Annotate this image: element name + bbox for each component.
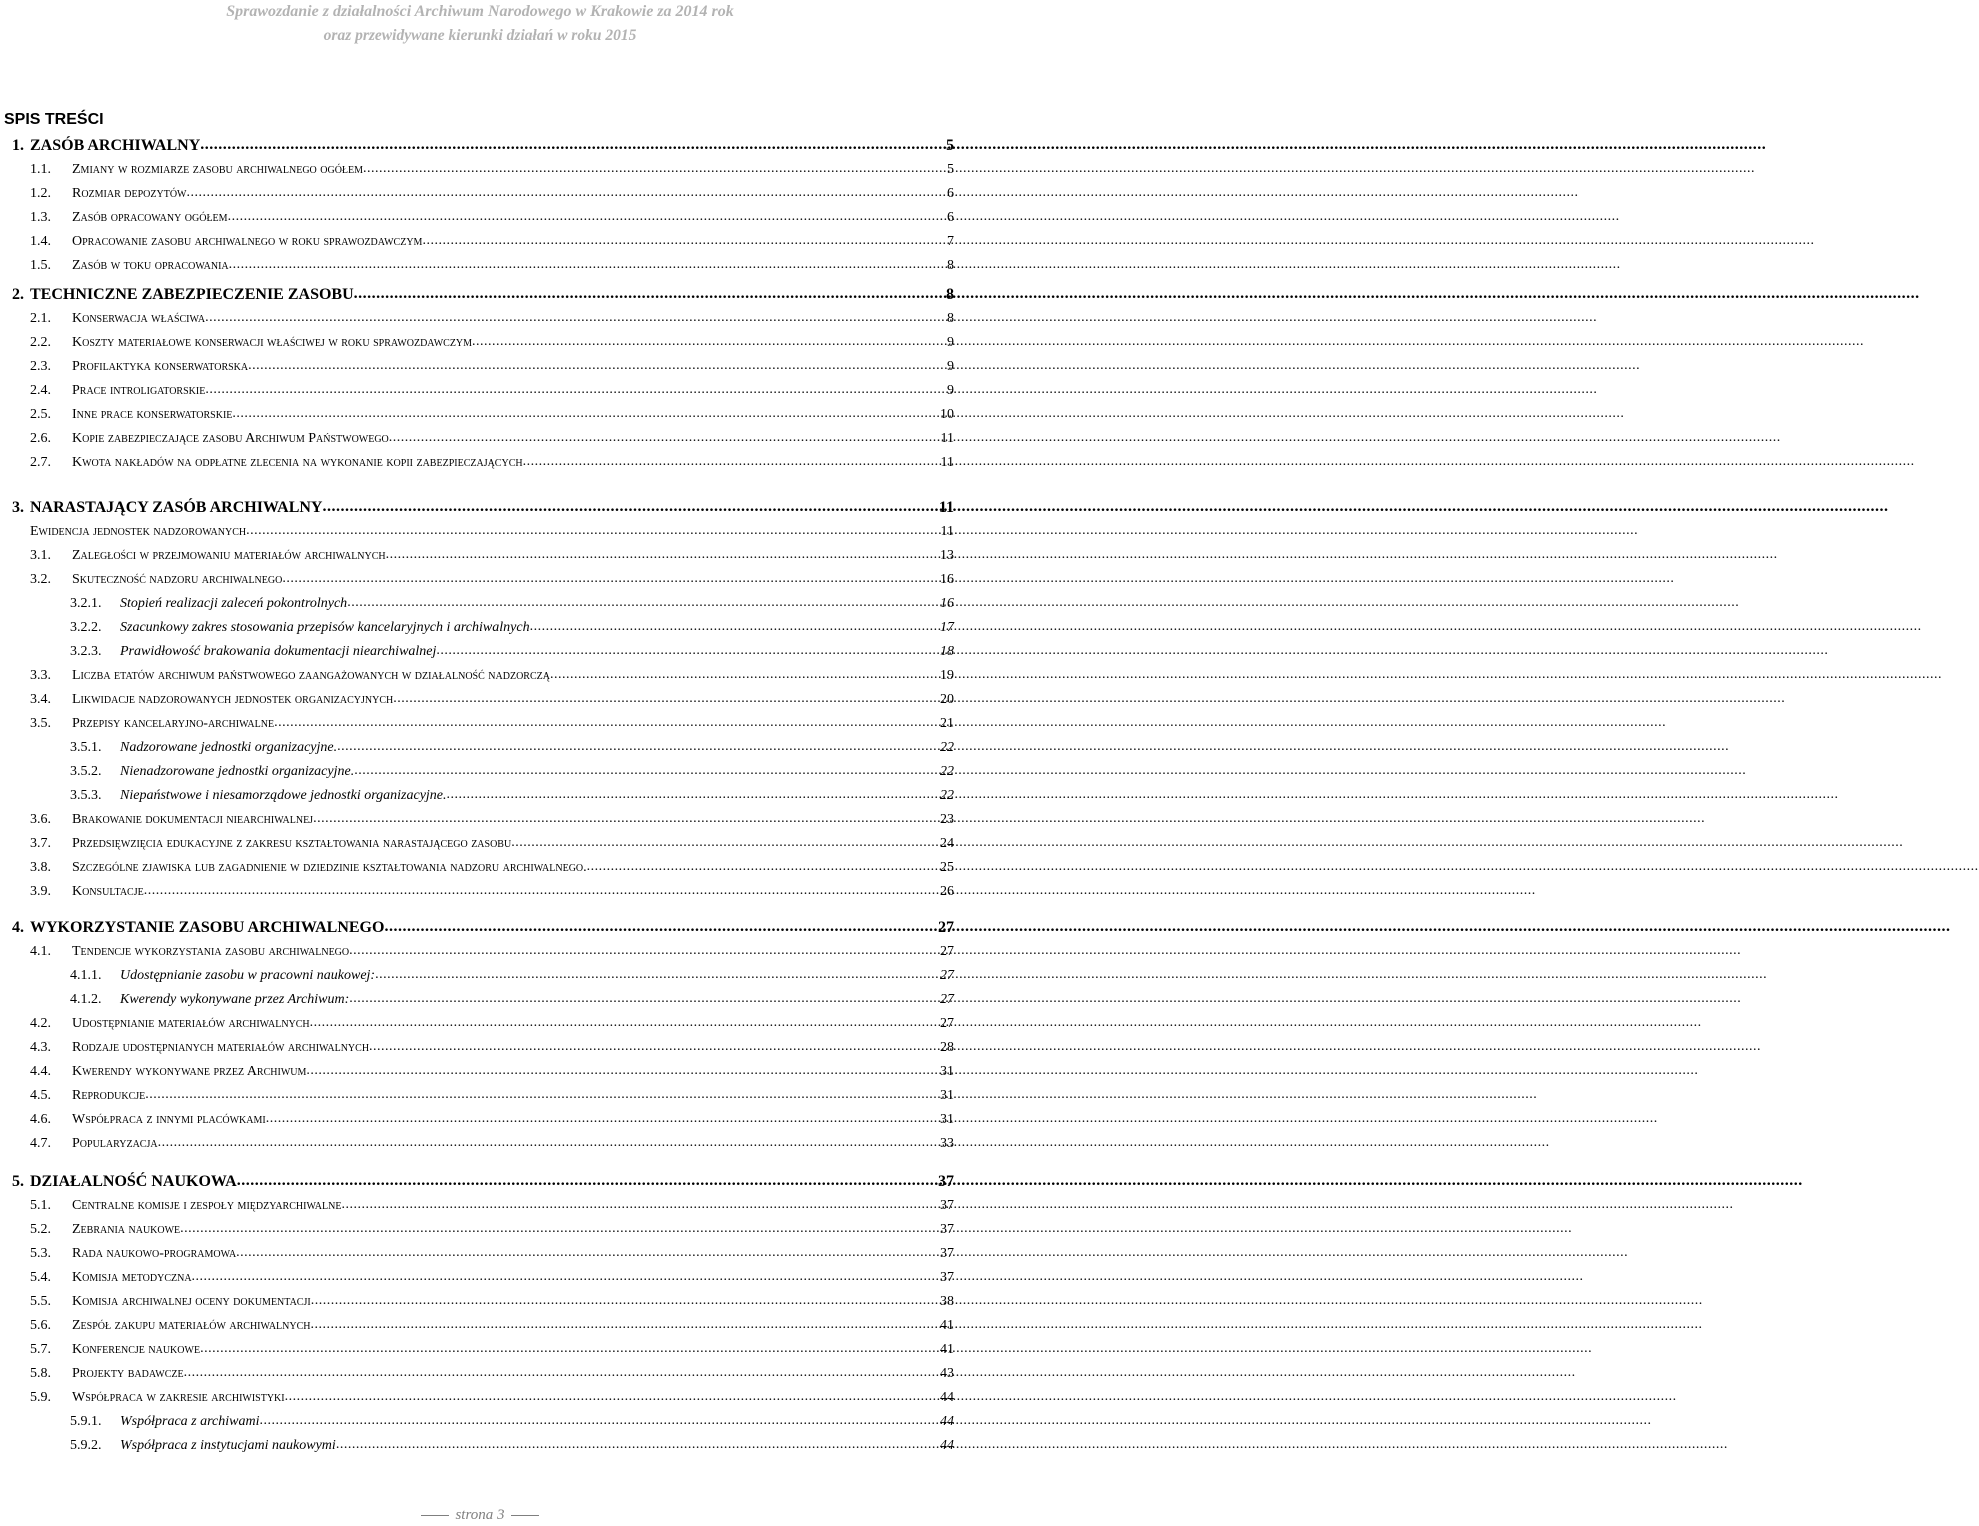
toc-entry[interactable]: [30, 1195, 954, 1217]
toc-entry-page: 7: [947, 234, 954, 249]
toc-entry-number: 5.1.: [30, 1198, 51, 1213]
toc-entry[interactable]: [30, 404, 954, 426]
toc-entry-leader: [337, 736, 939, 758]
toc-entry-title: Centralne komisje i zespoły międzyarchiwalne: [72, 1198, 342, 1213]
toc-entry-leader: [192, 1266, 939, 1288]
toc-entry-number: 4.7.: [30, 1136, 51, 1151]
toc-entry-page: 27: [940, 944, 954, 959]
toc-entry[interactable]: [30, 857, 954, 879]
toc-entry-page: 6: [947, 210, 954, 225]
toc-entry[interactable]: [30, 183, 954, 205]
toc-entry-number: 5.5.: [30, 1294, 51, 1309]
toc-entry-title: Zasób opracowany ogółem: [72, 210, 228, 225]
toc-entry[interactable]: [30, 356, 954, 378]
toc-entry-title: Przedsięwzięcia edukacyjne z zakresu kształtowania narastającego zasobu: [72, 836, 512, 851]
toc-entry-leader: [232, 403, 939, 425]
toc-entry-title: Opracowanie zasobu archiwalnego w roku sprawozdawczym: [72, 234, 423, 249]
toc-entry-leader: [523, 451, 940, 473]
toc-entry-leader: [363, 158, 946, 180]
toc-entry-number: 3.7.: [30, 836, 51, 851]
toc-entry-page: 28: [940, 1040, 954, 1055]
toc-entry-title: Skuteczność nadzoru archiwalnego: [72, 572, 283, 587]
toc-entry[interactable]: [30, 1243, 954, 1265]
toc-entry-page: 20: [940, 692, 954, 707]
toc-entry[interactable]: [30, 713, 954, 735]
toc-entry-leader: [310, 1012, 939, 1034]
toc-entry-number: 3.2.2.: [70, 620, 102, 635]
toc-entry[interactable]: [30, 833, 954, 855]
toc-entry[interactable]: [30, 545, 954, 567]
toc-entry-page: 41: [940, 1342, 954, 1357]
toc-entry-title: Inne prace konserwatorskie: [72, 407, 233, 422]
toc-entry[interactable]: [12, 1171, 954, 1193]
toc-entry[interactable]: [70, 785, 954, 807]
toc-entry-page: 17: [940, 620, 954, 635]
toc-entry-title: Profilaktyka konserwatorska: [72, 359, 249, 374]
toc-entry-title: Współpraca w zakresie archiwistyki: [72, 1390, 285, 1405]
toc-entry-leader: [311, 1314, 940, 1336]
toc-entry-page: 27: [940, 1016, 954, 1031]
toc-entry-page: 22: [940, 788, 954, 803]
toc-entry-leader: [313, 808, 939, 830]
toc-entry-number: 2.2.: [30, 335, 51, 350]
toc-entry-title: Kwota nakładów na odpłatne zlecenia na wykonanie kopii zabezpieczających: [72, 455, 523, 470]
toc-entry-title: Zebrania naukowe: [72, 1222, 181, 1237]
toc-entry-number: 1.1.: [30, 162, 51, 177]
toc-entry-page: 11: [940, 431, 954, 446]
footer-page-number: strona 3: [455, 1507, 505, 1523]
toc-entry-leader: [422, 230, 946, 252]
toc-entry-title: Rada naukowo-programowa: [72, 1246, 237, 1261]
toc-entry-title: Szacunkowy zakres stosowania przepisów kancelaryjnych i archiwalnych: [120, 620, 530, 635]
toc-entry-number: 2.1.: [30, 311, 51, 326]
toc-entry-title: DZIAŁALNOŚĆ NAUKOWA: [30, 1173, 237, 1190]
toc-entry-title: Współpraca z archiwami: [120, 1414, 260, 1429]
toc-entry-leader: [347, 592, 939, 614]
toc-entry-page: 27: [938, 919, 954, 936]
toc-entry-number: 3.1.: [30, 548, 51, 563]
toc-entry[interactable]: [70, 1435, 954, 1457]
toc-entry-number: 4.2.: [30, 1016, 51, 1031]
toc-entry-title: Konsultacje: [72, 884, 144, 899]
toc-entry-leader: [349, 988, 939, 1010]
toc-entry-number: 3.2.1.: [70, 596, 102, 611]
toc-entry-page: 11: [940, 455, 954, 470]
toc-entry[interactable]: [30, 1037, 954, 1059]
toc-entry-title: Komisja archiwalnej oceny dokumentacji: [72, 1294, 311, 1309]
toc-entry-page: 31: [940, 1112, 954, 1127]
toc-entry-page: 27: [940, 992, 954, 1007]
toc-entry-leader: [384, 916, 937, 938]
toc-entry[interactable]: [30, 941, 954, 963]
toc-entry-leader: [274, 712, 939, 734]
toc-entry-leader: [184, 1362, 939, 1384]
toc-entry-number: 2.3.: [30, 359, 51, 374]
toc-entry-number: 2.6.: [30, 431, 51, 446]
toc-entry[interactable]: [30, 1339, 954, 1361]
toc-entry-title: Tendencje wykorzystania zasobu archiwalnego: [72, 944, 350, 959]
toc-entry-title: Koszty materiałowe konserwacji właściwej w roku sprawozdawczym: [72, 335, 473, 350]
toc-entry[interactable]: [12, 497, 954, 519]
toc-entry-page: 25: [940, 860, 954, 875]
toc-entry-number: 5.6.: [30, 1318, 51, 1333]
toc-entry-leader: [205, 307, 946, 329]
toc-entry-page: 13: [940, 548, 954, 563]
toc-entry-page: 21: [940, 716, 954, 731]
toc-entry-leader: [389, 427, 940, 449]
toc-entry-leader: [237, 1170, 937, 1192]
toc-entry[interactable]: [70, 593, 954, 615]
toc-entry[interactable]: [12, 135, 954, 157]
toc-entry-number: 3.4.: [30, 692, 51, 707]
toc-entry[interactable]: [30, 1315, 954, 1337]
toc-entry-number: 5.9.1.: [70, 1414, 102, 1429]
toc-entry-leader: [393, 688, 939, 710]
toc-entry[interactable]: [70, 617, 954, 639]
toc-entry-title: Zasób w toku opracowania: [72, 258, 229, 273]
toc-entry-leader: [550, 664, 939, 686]
toc-entry-title: Zaległości w przejmowaniu materiałów archiwalnych: [72, 548, 386, 563]
toc-entry-number: 3.: [12, 499, 24, 516]
toc-entry-number: 5.2.: [30, 1222, 51, 1237]
toc-entry-leader: [341, 1194, 939, 1216]
toc-entry[interactable]: [70, 761, 954, 783]
toc-entry-title: NARASTAJĄCY ZASÓB ARCHIWALNY: [30, 499, 323, 516]
toc-entry-page: 5: [947, 162, 954, 177]
toc-entry-leader: [447, 784, 939, 806]
toc-entry-title: Prace introligatorskie: [72, 383, 206, 398]
toc-entry-title: Współpraca z innymi placówkami: [72, 1112, 266, 1127]
footer-dash-left: [421, 1515, 449, 1516]
toc-entry-title: Udostępnianie materiałów archiwalnych: [72, 1016, 310, 1031]
toc-entry-title: Nienadzorowane jednostki organizacyjne.: [120, 764, 355, 779]
toc-entry-page: 8: [946, 286, 954, 303]
toc-entry-leader: [282, 568, 939, 590]
toc-entry-title: Stopień realizacji zaleceń pokontrolnych: [120, 596, 348, 611]
toc-entry-number: 2.4.: [30, 383, 51, 398]
toc-entry-page: 23: [940, 812, 954, 827]
toc-entry-title: ZASÓB ARCHIWALNY: [30, 137, 201, 154]
toc-entry-leader: [336, 1434, 939, 1456]
toc-entry[interactable]: [30, 689, 954, 711]
toc-entry-number: 3.5.3.: [70, 788, 102, 803]
toc-entry-title: Ewidencja jednostek nadzorowanych: [30, 524, 247, 539]
toc-entry-leader: [205, 379, 946, 401]
toc-entry-number: 3.5.1.: [70, 740, 102, 755]
toc-entry-number: 5.: [12, 1173, 24, 1190]
toc-entry-number: 4.: [12, 919, 24, 936]
toc-entry-number: 5.7.: [30, 1342, 51, 1357]
toc-entry-number: 4.3.: [30, 1040, 51, 1055]
toc-entry-title: Liczba etatów archiwum państwowego zaangażowanych w działalność nadzorczą: [72, 668, 550, 683]
toc-entry-leader: [145, 1084, 939, 1106]
toc-entry-title: WYKORZYSTANIE ZASOBU ARCHIWALNEGO: [30, 919, 385, 936]
toc-entry-page: 37: [940, 1246, 954, 1261]
toc-entry-leader: [311, 1290, 939, 1312]
toc-entry-page: 6: [947, 186, 954, 201]
toc-entry-title: Konferencje naukowe: [72, 1342, 201, 1357]
toc-entry-page: 31: [940, 1064, 954, 1079]
toc-entry[interactable]: [30, 207, 954, 229]
toc-entry-page: 16: [940, 596, 954, 611]
toc-entry-number: 3.2.3.: [70, 644, 102, 659]
toc-entry-number: 3.5.: [30, 716, 51, 731]
toc-title: SPIS TREŚCI: [4, 111, 104, 128]
toc-entry-title: Współpraca z instytucjami naukowymi: [120, 1438, 336, 1453]
toc-entry[interactable]: [30, 308, 954, 330]
toc-entry-page: 11: [938, 499, 954, 516]
toc-entry-page: 27: [940, 968, 954, 983]
toc-entry-page: 43: [940, 1366, 954, 1381]
toc-entry[interactable]: [30, 1133, 954, 1155]
toc-entry-number: 3.5.2.: [70, 764, 102, 779]
toc-entry-title: Kwerendy wykonywane przez Archiwum:: [120, 992, 350, 1007]
toc-entry-number: 5.8.: [30, 1366, 51, 1381]
toc-entry[interactable]: [30, 1085, 954, 1107]
toc-entry[interactable]: [30, 1061, 954, 1083]
toc-entry-number: 1.4.: [30, 234, 51, 249]
toc-entry[interactable]: [12, 284, 954, 306]
toc-entry-title: Przepisy kancelaryjno-archiwalne: [72, 716, 275, 731]
toc-entry-page: 33: [940, 1136, 954, 1151]
toc-entry-leader: [472, 331, 946, 353]
toc-entry-page: 44: [940, 1414, 954, 1429]
toc-entry-title: Projekty badawcze: [72, 1366, 184, 1381]
toc-entry-leader: [259, 1410, 939, 1432]
toc-entry-number: 2.: [12, 286, 24, 303]
toc-entry-title: Kopie zabezpieczające zasobu Archiwum Państwowego: [72, 431, 389, 446]
toc-entry-page: 10: [940, 407, 954, 422]
toc-entry-number: 2.7.: [30, 455, 51, 470]
toc-entry-leader: [229, 254, 946, 276]
toc-entry-leader: [386, 544, 939, 566]
toc-entry-page: 37: [940, 1198, 954, 1213]
toc-entry-title: TECHNICZNE ZABEZPIECZENIE ZASOBU: [30, 286, 354, 303]
toc-entry[interactable]: [30, 255, 954, 277]
toc-entry[interactable]: [30, 809, 954, 831]
toc-entry[interactable]: [30, 1363, 954, 1385]
toc-entry-leader: [322, 496, 937, 518]
toc-entry-leader: [369, 1036, 939, 1058]
toc-entry-title: Zmiany w rozmiarze zasobu archiwalnego ogółem: [72, 162, 364, 177]
toc-entry-leader: [266, 1108, 939, 1130]
toc-entry-page: 8: [947, 258, 954, 273]
toc-entry-number: 5.9.: [30, 1390, 51, 1405]
toc-entry-page: 9: [947, 383, 954, 398]
toc-entry-title: Prawidłowość brakowania dokumentacji niearchiwalnej: [120, 644, 437, 659]
toc-entry-leader: [354, 760, 939, 782]
toc-entry[interactable]: [30, 1267, 954, 1289]
toc-entry-leader: [306, 1060, 939, 1082]
toc-entry[interactable]: [30, 881, 954, 903]
toc-entry-title: Konserwacja właściwa: [72, 311, 206, 326]
toc-entry-number: 5.4.: [30, 1270, 51, 1285]
toc-entry-page: 24: [940, 836, 954, 851]
toc-entry[interactable]: [30, 452, 954, 474]
toc-entry-leader: [158, 1132, 939, 1154]
toc-entry-page: 16: [940, 572, 954, 587]
toc-entry[interactable]: [30, 1109, 954, 1131]
toc-entry[interactable]: [30, 569, 954, 591]
toc-entry-page: 38: [940, 1294, 954, 1309]
toc-entry-leader: [285, 1386, 939, 1408]
toc-entry-page: 44: [940, 1438, 954, 1453]
toc-entry-title: Szczególne zjawiska lub zagadnienie w dziedzinie kształtowania nadzoru archiwalnego.: [72, 860, 587, 875]
toc-entry-number: 3.9.: [30, 884, 51, 899]
toc-entry-number: 3.2.: [30, 572, 51, 587]
toc-entry-leader: [187, 182, 947, 204]
toc-entry-leader: [511, 832, 939, 854]
toc-entry[interactable]: [30, 159, 954, 181]
toc-entry[interactable]: [30, 332, 954, 354]
toc-entry-title: Rodzaje udostępnianych materiałów archiwalnych: [72, 1040, 370, 1055]
toc-entry-leader: [228, 206, 946, 228]
toc-entry-number: 3.3.: [30, 668, 51, 683]
toc-entry-number: 4.4.: [30, 1064, 51, 1079]
toc-entry-number: 4.5.: [30, 1088, 51, 1103]
toc-entry-page: 11: [940, 524, 954, 539]
toc-entry-page: 19: [940, 668, 954, 683]
toc-entry-title: Udostępnianie zasobu w pracowni naukowej:: [120, 968, 376, 983]
toc-entry-leader: [200, 1338, 939, 1360]
toc-entry[interactable]: [70, 1411, 954, 1433]
toc-entry[interactable]: [70, 737, 954, 759]
toc-entry-page: 31: [940, 1088, 954, 1103]
toc-entry-number: 4.1.1.: [70, 968, 102, 983]
toc-entry-number: 2.5.: [30, 407, 51, 422]
toc-entry-leader: [354, 283, 945, 305]
toc-entry-title: Popularyzacja: [72, 1136, 158, 1151]
toc-entry-number: 1.5.: [30, 258, 51, 273]
toc-entry[interactable]: [30, 665, 954, 687]
toc-entry-number: 1.: [12, 137, 24, 154]
toc-entry[interactable]: [30, 1387, 954, 1409]
toc-entry-number: 1.3.: [30, 210, 51, 225]
toc-entry-number: 1.2.: [30, 186, 51, 201]
toc-entry-title: Zespół zakupu materiałów archiwalnych: [72, 1318, 311, 1333]
toc-entry-leader: [349, 940, 939, 962]
toc-entry-leader: [180, 1218, 939, 1240]
toc-entry-number: 5.9.2.: [70, 1438, 102, 1453]
toc-entry-leader: [144, 880, 939, 902]
toc-entry-page: 44: [940, 1390, 954, 1405]
toc-entry-leader: [246, 520, 939, 542]
toc-entry-title: Brakowanie dokumentacji niearchiwalnej: [72, 812, 314, 827]
toc-entry[interactable]: [30, 428, 954, 450]
toc-entry[interactable]: [12, 917, 954, 939]
toc-entry-leader: [375, 964, 939, 986]
toc-entry[interactable]: [30, 1013, 954, 1035]
toc-entry-title: Reprodukcje: [72, 1088, 146, 1103]
toc-entry[interactable]: [70, 641, 954, 663]
toc-entry-number: 4.1.2.: [70, 992, 102, 1007]
toc-entry-title: Kwerendy wykonywane przez Archiwum: [72, 1064, 307, 1079]
toc-entry-number: 4.1.: [30, 944, 51, 959]
toc-entry-page: 22: [940, 764, 954, 779]
toc-entry-page: 9: [947, 335, 954, 350]
toc-entry-title: Niepaństwowe i niesamorządowe jednostki organizacyjne.: [120, 788, 447, 803]
toc-entry[interactable]: [30, 1219, 954, 1241]
toc-entry[interactable]: [30, 380, 954, 402]
toc-entry-number: 5.3.: [30, 1246, 51, 1261]
toc-entry-page: 18: [940, 644, 954, 659]
footer-dash-right: [511, 1515, 539, 1516]
header-line-2: oraz przewidywane kierunki działań w roku 2015: [323, 27, 637, 44]
toc-entry-title: Rozmiar depozytów: [72, 186, 187, 201]
toc-entry[interactable]: [30, 1291, 954, 1313]
toc-entry-number: 3.6.: [30, 812, 51, 827]
toc-entry-page: 37: [940, 1270, 954, 1285]
toc-entry-leader: [248, 355, 946, 377]
toc-entry-page: 37: [938, 1173, 954, 1190]
toc-entry[interactable]: [30, 231, 954, 253]
toc-entry-title: Nadzorowane jednostki organizacyjne.: [120, 740, 338, 755]
toc-entry-page: 8: [947, 311, 954, 326]
toc-entry[interactable]: [30, 521, 954, 543]
toc-entry-leader: [436, 640, 939, 662]
toc-entry-page: 22: [940, 740, 954, 755]
toc-entry-leader: [587, 856, 939, 878]
toc-entry-page: 9: [947, 359, 954, 374]
toc-entry-title: Komisja metodyczna: [72, 1270, 192, 1285]
toc-entry-page: 37: [940, 1222, 954, 1237]
toc-entry-leader: [236, 1242, 939, 1264]
toc-entry-leader: [530, 616, 939, 638]
toc-entry-page: 41: [940, 1318, 954, 1333]
toc-entry[interactable]: [70, 965, 954, 987]
toc-entry-title: Likwidacje nadzorowanych jednostek organizacyjnych: [72, 692, 394, 707]
toc-entry-number: 3.8.: [30, 860, 51, 875]
toc-entry-page: 26: [940, 884, 954, 899]
header-line-1: Sprawozdanie z działalności Archiwum Narodowego w Krakowie za 2014 rok: [226, 3, 734, 20]
toc-entry-number: 4.6.: [30, 1112, 51, 1127]
page-footer: [0, 1504, 960, 1526]
toc-entry[interactable]: [70, 989, 954, 1011]
toc-entry-leader: [200, 134, 945, 156]
toc-entry-page: 5: [946, 137, 954, 154]
